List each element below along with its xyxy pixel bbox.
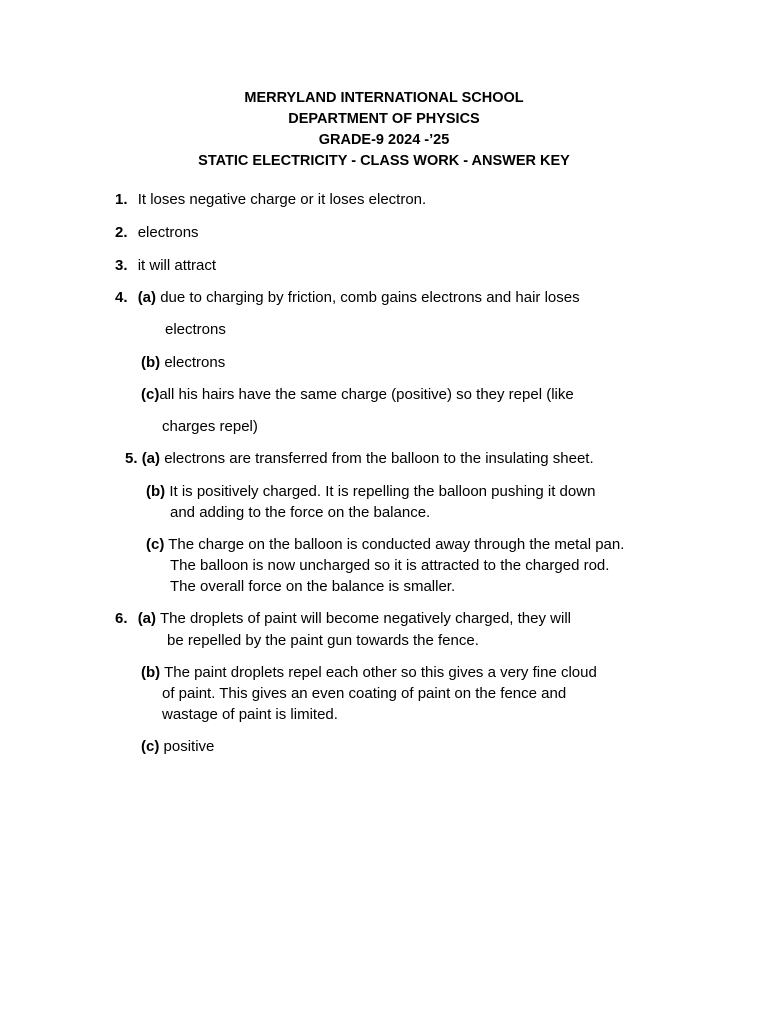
answer-text: all his hairs have the same charge (positive) so they repel (like: [159, 386, 574, 403]
answer-6b: [141, 663, 597, 683]
school-name: MERRYLAND INTERNATIONAL SCHOOL: [244, 90, 524, 106]
question-number: 1.: [115, 191, 128, 208]
document-title: STATIC ELECTRICITY - CLASS WORK - ANSWER KEY: [198, 153, 570, 169]
answer-5b-continued: and adding to the force on the balance.: [170, 504, 431, 521]
question-number: 4.: [115, 289, 128, 306]
answer-text: electrons: [137, 224, 199, 241]
answer-6c: [141, 737, 214, 757]
answer-4b: [141, 353, 225, 373]
answer-text: due to charging by friction, comb gains electrons and hair loses: [160, 289, 580, 306]
answer-3: [115, 256, 216, 276]
question-number: 3.: [115, 257, 128, 274]
part-label: (c): [141, 386, 160, 403]
answer-text: it will attract: [137, 257, 217, 274]
answer-text: positive: [163, 738, 215, 755]
part-label: (a): [137, 610, 157, 627]
answer-4c-continued: charges repel): [162, 418, 258, 435]
answer-6b-continued: of paint. This gives an even coating of paint on the fence and: [162, 685, 567, 702]
part-label: (c): [146, 536, 165, 553]
answer-text: It loses negative charge or it loses electron.: [137, 191, 427, 208]
answer-2: [115, 223, 199, 243]
document-header: [0, 88, 768, 172]
answer-text: It is positively charged. It is repelling the balloon pushing it down: [169, 483, 596, 500]
answer-6a: [115, 609, 571, 629]
department-name: DEPARTMENT OF PHYSICS: [288, 111, 480, 127]
grade-line: GRADE-9 2024 -’25: [318, 132, 450, 148]
answer-6b-continued: wastage of paint is limited.: [162, 706, 338, 723]
question-number: 6.: [115, 610, 128, 627]
answer-5b: [146, 482, 595, 502]
answer-4a: [115, 288, 580, 308]
answer-text: The paint droplets repel each other so this gives a very fine cloud: [164, 664, 597, 681]
question-number: 5.: [125, 450, 138, 467]
answer-4c: [141, 385, 574, 405]
part-label: (b): [141, 664, 161, 681]
part-label: (a): [137, 289, 157, 306]
answer-text: electrons: [164, 354, 226, 371]
answer-text: The charge on the balloon is conducted away through the metal pan.: [168, 536, 625, 553]
part-label: (a): [141, 450, 161, 467]
answer-text: The droplets of paint will become negatively charged, they will: [159, 610, 571, 627]
answer-5c-continued: The overall force on the balance is smaller.: [170, 578, 456, 595]
answer-5c-continued: The balloon is now uncharged so it is attracted to the charged rod.: [170, 557, 610, 574]
question-number: 2.: [115, 224, 128, 241]
answer-5c: [146, 535, 624, 555]
answer-text: electrons are transferred from the balloon to the insulating sheet.: [164, 450, 594, 467]
answer-1: [115, 190, 426, 210]
answer-5a: [125, 449, 594, 469]
part-label: (b): [146, 483, 166, 500]
answer-4a-continued: electrons: [165, 321, 226, 338]
part-label: (c): [141, 738, 160, 755]
answer-6a-continued: be repelled by the paint gun towards the fence.: [167, 632, 479, 649]
part-label: (b): [141, 354, 161, 371]
